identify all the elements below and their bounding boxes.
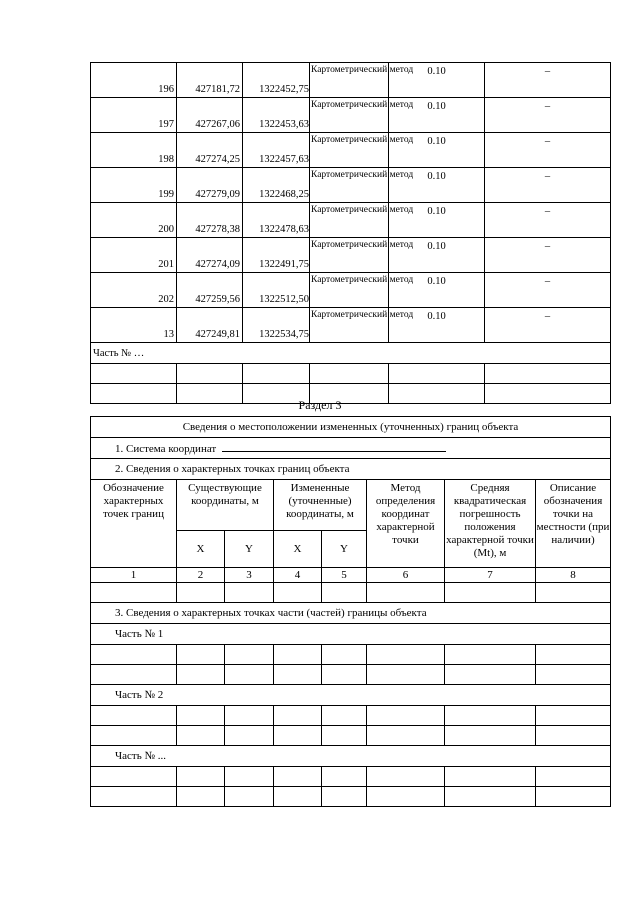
point-row	[91, 238, 611, 273]
accuracy: 0.10	[389, 273, 485, 308]
coord-system-blank	[222, 441, 446, 452]
accuracy: 0.10	[389, 168, 485, 203]
description: –	[485, 133, 611, 168]
column-number: 5	[322, 568, 367, 583]
coord-system-row	[91, 438, 611, 459]
coord-x: 427274,09	[177, 238, 243, 273]
description: –	[485, 273, 611, 308]
method: Картометрический метод	[310, 133, 389, 168]
coord-x: 427278,38	[177, 203, 243, 238]
accuracy: 0.10	[389, 63, 485, 98]
empty-row	[91, 364, 611, 384]
column-numbers-row	[91, 568, 611, 583]
accuracy: 0.10	[389, 203, 485, 238]
coord-y: 1322468,25	[243, 168, 310, 203]
point-row	[91, 133, 611, 168]
accuracy: 0.10	[389, 133, 485, 168]
point-number: 201	[91, 238, 177, 273]
point-row	[91, 98, 611, 133]
point-number: 197	[91, 98, 177, 133]
method: Картометрический метод	[310, 308, 389, 343]
point-row	[91, 273, 611, 308]
description: –	[485, 63, 611, 98]
coord-x: 427181,72	[177, 63, 243, 98]
part-label: Часть № 1	[91, 624, 611, 645]
section-heading: Раздел 3	[298, 398, 342, 412]
section-title: Сведения о местоположении измененных (уточненных) границ объекта	[91, 417, 611, 438]
point-number: 202	[91, 273, 177, 308]
coord-y: 1322452,75	[243, 63, 310, 98]
accuracy: 0.10	[389, 98, 485, 133]
header-method: Метод определения координат характерной точки	[367, 480, 445, 568]
method: Картометрический метод	[310, 238, 389, 273]
method: Картометрический метод	[310, 273, 389, 308]
coord-y: 1322491,75	[243, 238, 310, 273]
empty-row	[91, 726, 611, 746]
empty-row	[91, 706, 611, 726]
coord-y: 1322512,50	[243, 273, 310, 308]
column-number: 8	[536, 568, 611, 583]
header-existing-y: Y	[225, 531, 274, 568]
coord-y: 1322478,63	[243, 203, 310, 238]
empty-row	[91, 787, 611, 807]
point-number: 198	[91, 133, 177, 168]
description: –	[485, 203, 611, 238]
coord-x: 427267,06	[177, 98, 243, 133]
description: –	[485, 98, 611, 133]
coord-x: 427274,25	[177, 133, 243, 168]
parts-title: 3. Сведения о характерных точках части (частей) границы объекта	[91, 603, 611, 624]
point-number: 13	[91, 308, 177, 343]
accuracy: 0.10	[389, 308, 485, 343]
changed-boundaries-table	[90, 416, 611, 807]
coord-y: 1322534,75	[243, 308, 310, 343]
column-number: 4	[274, 568, 322, 583]
method: Картометрический метод	[310, 203, 389, 238]
header-description: Описание обозначения точки на местности (при наличии)	[536, 480, 611, 568]
point-row	[91, 203, 611, 238]
method: Картометрический метод	[310, 63, 389, 98]
coord-y: 1322453,63	[243, 98, 310, 133]
empty-row	[91, 665, 611, 685]
point-number: 199	[91, 168, 177, 203]
coord-x: 427249,81	[177, 308, 243, 343]
coord-y: 1322457,63	[243, 133, 310, 168]
empty-row	[91, 583, 611, 603]
header-existing: Существующие координаты, м	[177, 480, 274, 531]
point-row	[91, 168, 611, 203]
header-existing-x: X	[177, 531, 225, 568]
method: Картометрический метод	[310, 98, 389, 133]
boundary-points-table	[90, 62, 611, 404]
empty-row	[91, 645, 611, 665]
header-designation: Обозначение характерных точек границ	[91, 480, 177, 568]
points-title: 2. Сведения о характерных точках границ объекта	[91, 459, 611, 480]
part-label: Часть № ...	[91, 746, 611, 767]
column-number: 2	[177, 568, 225, 583]
column-number: 7	[445, 568, 536, 583]
description: –	[485, 168, 611, 203]
point-number: 196	[91, 63, 177, 98]
description: –	[485, 308, 611, 343]
header-changed-x: X	[274, 531, 322, 568]
empty-row	[91, 767, 611, 787]
coord-system-label: 1. Система координат	[115, 443, 217, 455]
method: Картометрический метод	[310, 168, 389, 203]
point-row	[91, 63, 611, 98]
description: –	[485, 238, 611, 273]
column-number: 1	[91, 568, 177, 583]
part-label: Часть № …	[91, 343, 611, 364]
coord-x: 427259,56	[177, 273, 243, 308]
accuracy: 0.10	[389, 238, 485, 273]
column-number: 3	[225, 568, 274, 583]
column-number: 6	[367, 568, 445, 583]
point-number: 200	[91, 203, 177, 238]
header-changed: Измененные (уточненные) координаты, м	[274, 480, 367, 531]
part-label: Часть № 2	[91, 685, 611, 706]
coord-x: 427279,09	[177, 168, 243, 203]
header-changed-y: Y	[322, 531, 367, 568]
point-row	[91, 308, 611, 343]
header-accuracy: Средняя квадратическая погрешность положения характерной точки (Mt), м	[445, 480, 536, 568]
